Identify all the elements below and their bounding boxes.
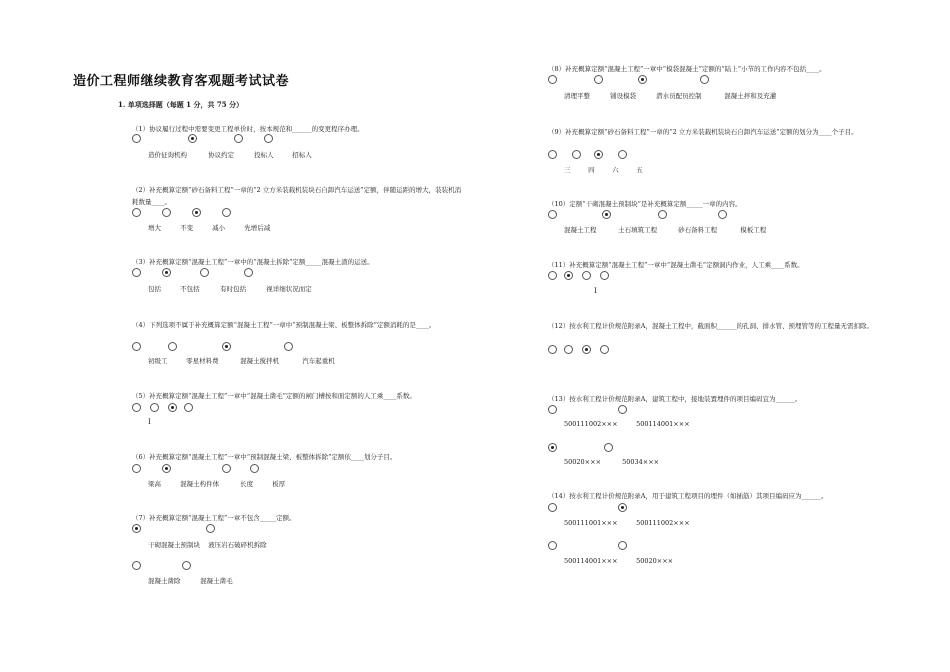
option-label: 视详细状况而定 <box>266 285 312 293</box>
option-label: 四 <box>588 166 595 174</box>
question-3 <box>132 256 462 268</box>
option-label: 砂石备料工程 <box>678 226 718 234</box>
question-stem: （8）补充概算定额“混凝土工程”一章中“模袋混凝土”定额的“陆上”小节的工作内容不包括____。 <box>548 65 826 73</box>
radio-option-d[interactable] <box>222 208 231 217</box>
radio-option-b[interactable] <box>572 150 581 159</box>
answer-mark: I <box>594 287 597 295</box>
question-14 <box>548 490 878 502</box>
question-stem: （2）补充概算定额“砂石备料工程”一章的“2 立方米装载机装块石自卸汽车运送”定额，伴随运距的增大，装装机消耗数量____。 <box>132 186 462 206</box>
radio-option-b[interactable] <box>188 134 197 143</box>
question-7 <box>132 512 462 524</box>
option-label: 混凝土凿除 <box>148 577 181 585</box>
radio-option-a[interactable] <box>548 271 557 280</box>
option-label: 50020××× <box>564 458 602 466</box>
question-stem: （1）协议履行过程中需要变更工程单价时，按本规范和______的变更程序办理。 <box>132 125 364 133</box>
question-stem: （7）补充概算定额“混凝土工程”一章不包含_____定额。 <box>132 514 296 522</box>
question-12 <box>548 320 878 332</box>
option-label: 50034××× <box>622 458 660 466</box>
option-labels <box>148 356 352 365</box>
option-labels <box>148 223 284 232</box>
option-label: 500111002××× <box>564 420 618 428</box>
radio-option-c[interactable] <box>234 134 243 143</box>
question-stem: （3）补充概算定额“混凝土工程”一章中的“混凝土拆除”定额_____混凝土渣的运送。 <box>132 258 374 266</box>
radio-option-a[interactable] <box>548 503 557 512</box>
option-labels <box>148 479 302 488</box>
radio-option-a[interactable] <box>548 75 557 84</box>
radio-option-c[interactable] <box>168 403 177 412</box>
radio-option-b[interactable] <box>168 342 177 351</box>
radio-option-d[interactable] <box>700 75 709 84</box>
radio-option-b[interactable] <box>564 345 573 354</box>
question-9 <box>548 126 878 138</box>
radio-option-c[interactable] <box>548 541 557 550</box>
question-11 <box>548 259 878 271</box>
radio-option-c[interactable] <box>132 561 141 570</box>
option-label: 50020××× <box>636 557 674 565</box>
radio-option-a[interactable] <box>548 405 557 414</box>
option-labels <box>564 519 706 527</box>
radio-option-b[interactable] <box>162 464 171 473</box>
radio-option-d[interactable] <box>184 403 193 412</box>
option-label: 造价征询机构 <box>148 151 187 159</box>
radio-option-a[interactable] <box>132 403 141 412</box>
radio-option-b[interactable] <box>564 271 573 280</box>
option-label: 三 <box>564 166 571 174</box>
option-labels <box>148 284 326 293</box>
radio-option-d[interactable] <box>264 134 273 143</box>
option-label: 土石填筑工程 <box>618 226 658 234</box>
radio-option-a[interactable] <box>132 524 141 533</box>
radio-option-c[interactable] <box>594 150 603 159</box>
option-label: 包括 <box>148 285 161 293</box>
option-label: 板厚 <box>272 480 286 488</box>
radio-option-b[interactable] <box>618 405 627 414</box>
option-label: 投标人 <box>254 151 274 159</box>
option-labels <box>564 165 658 174</box>
radio-option-d[interactable] <box>718 210 727 219</box>
radio-option-b[interactable] <box>162 208 171 217</box>
radio-option-c[interactable] <box>548 443 557 452</box>
option-label: 500114001××× <box>564 557 618 565</box>
radio-option-a[interactable] <box>132 134 141 143</box>
radio-option-b[interactable] <box>150 403 159 412</box>
question-stem: （12）按水利工程计价规范附录A，混凝土工程中，截面积______的孔洞、排水管、预埋管等的工程量无需扣除。 <box>548 322 873 330</box>
radio-option-c[interactable] <box>582 345 591 354</box>
section-heading: 1. 单项选择题（每题 1 分，共 75 分） <box>118 100 244 109</box>
radio-option-a[interactable] <box>548 210 557 219</box>
question-13 <box>548 393 878 405</box>
radio-option-b[interactable] <box>206 524 215 533</box>
radio-option-c[interactable] <box>582 271 591 280</box>
question-stem: （4）下列选项不属于补充概算定额“混凝土工程”一章中“预制混凝土梁、板整体拆除”定额消耗的是____。 <box>132 321 436 329</box>
radio-option-b[interactable] <box>594 75 603 84</box>
radio-option-d[interactable] <box>618 541 627 550</box>
radio-option-d[interactable] <box>600 271 609 280</box>
radio-option-c[interactable] <box>200 268 209 277</box>
option-label: 潜水员配员控制 <box>656 92 702 100</box>
option-label: 五 <box>636 166 643 174</box>
option-label: 梁高 <box>148 480 161 488</box>
radio-option-b[interactable] <box>162 268 171 277</box>
radio-option-d[interactable] <box>600 345 609 354</box>
option-labels <box>148 576 250 585</box>
option-label: 增大 <box>148 224 161 232</box>
radio-option-c[interactable] <box>192 208 201 217</box>
option-label: 初级工 <box>148 357 168 365</box>
radio-option-d[interactable] <box>244 268 253 277</box>
question-2 <box>132 184 467 208</box>
option-labels <box>148 150 332 159</box>
answer-mark: I <box>148 418 151 426</box>
radio-option-a[interactable] <box>548 345 557 354</box>
option-labels <box>564 420 706 428</box>
option-label: 减小 <box>212 224 226 232</box>
option-label: 六 <box>612 166 619 174</box>
radio-option-d[interactable] <box>618 150 627 159</box>
option-label: 先增后减 <box>244 224 271 232</box>
option-label: 有时包括 <box>220 285 247 293</box>
option-label: 液压岩石破碎机拆除 <box>208 541 267 549</box>
radio-option-a[interactable] <box>132 342 141 351</box>
option-label: 汽车起重机 <box>302 357 335 365</box>
option-labels <box>148 540 288 549</box>
question-6 <box>132 451 467 463</box>
option-label: 协议约定 <box>208 151 235 159</box>
option-label: 清理平整 <box>564 92 590 100</box>
option-label: 500114001××× <box>636 420 690 428</box>
option-labels <box>564 91 804 100</box>
radio-option-d[interactable] <box>604 443 613 452</box>
option-label: 干砌混凝土预制块 <box>148 541 200 549</box>
option-label: 混凝土搅拌机 <box>240 357 280 365</box>
question-1 <box>132 123 462 135</box>
option-label: 不变 <box>180 224 194 232</box>
option-labels <box>564 458 678 466</box>
option-labels <box>564 557 706 565</box>
radio-option-c[interactable] <box>638 75 647 84</box>
option-label: 零星材料费 <box>186 357 219 365</box>
question-stem: （9）补充概算定额“砂石备料工程”一章的“2 立方米装载机装块石自卸汽车运送”定额的划分为____个子目。 <box>548 128 858 136</box>
radio-option-d[interactable] <box>250 464 259 473</box>
question-8 <box>548 63 878 75</box>
question-4 <box>132 319 462 331</box>
question-stem: （13）按水利工程计价规范附录A，建筑工程中，接地装置埋件的项目编码宜为______。 <box>548 395 802 403</box>
question-stem: （14）按水利工程计价规范附录A，用于建筑工程项目的埋件（如插筋）其项目编码应为______。 <box>548 492 828 500</box>
option-label: 混凝土工程 <box>564 226 597 234</box>
radio-option-c[interactable] <box>222 342 231 351</box>
option-label: 铺设模袋 <box>610 92 637 100</box>
radio-option-a[interactable] <box>132 268 141 277</box>
option-label: 500111001××× <box>564 519 618 527</box>
page-title: 造价工程师继续教育客观题考试试卷 <box>73 74 290 89</box>
question-stem: （6）补充概算定额“混凝土工程”一章中“预制混凝土梁、板整体拆除”定额依____划分子目。 <box>132 453 397 461</box>
option-label: 长度 <box>240 480 254 488</box>
option-labels <box>564 225 780 234</box>
radio-option-a[interactable] <box>548 150 557 159</box>
radio-option-d[interactable] <box>182 561 191 570</box>
option-label: 不包括 <box>180 285 200 293</box>
radio-option-b[interactable] <box>602 210 611 219</box>
question-5 <box>132 390 467 402</box>
question-10 <box>548 198 878 210</box>
option-label: 模板工程 <box>740 226 767 234</box>
option-label: 500111002××× <box>636 519 690 527</box>
question-stem: （11）补充概算定额“混凝土工程”一章中“混凝土凿毛”定额洞内作业，人工乘____系数。 <box>548 261 804 269</box>
option-label: 混凝土构件体 <box>180 480 220 488</box>
option-label: 混凝土拌和及充灌 <box>724 92 777 100</box>
radio-option-c[interactable] <box>658 210 667 219</box>
radio-option-d[interactable] <box>284 342 293 351</box>
radio-option-a[interactable] <box>132 464 141 473</box>
radio-option-b[interactable] <box>618 503 627 512</box>
question-stem: （10）定额“干砌混凝土预制块”是补充概算定额_____一章的内容。 <box>548 200 742 208</box>
option-label: 混凝土凿毛 <box>200 577 233 585</box>
radio-option-c[interactable] <box>222 464 231 473</box>
question-stem: （5）补充概算定额“混凝土工程”一章中“混凝土凿毛”定额的闸门槽按和面定额的人工乘____系数。 <box>132 392 416 400</box>
radio-option-a[interactable] <box>132 208 141 217</box>
option-label: 招标人 <box>292 151 312 159</box>
